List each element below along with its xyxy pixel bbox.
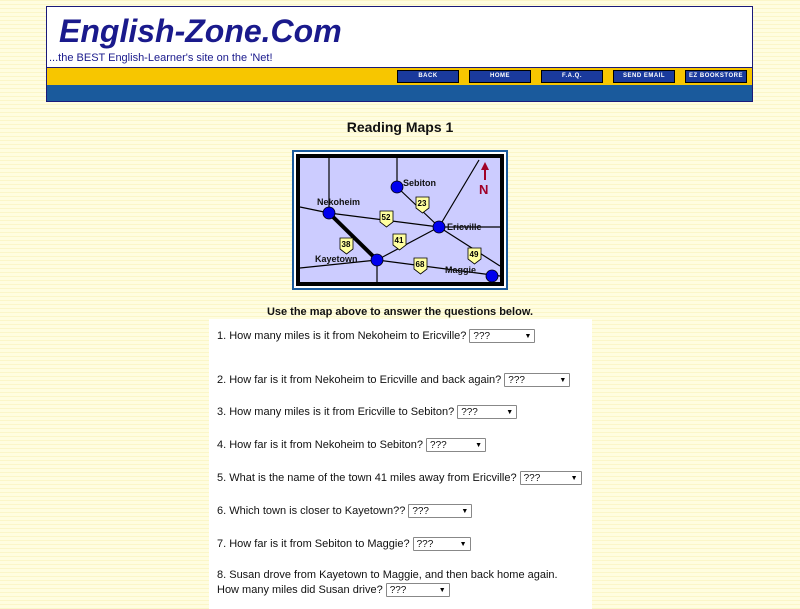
question-text: 7. How far is it from Sebiton to Maggie? [217,538,410,550]
chevron-down-icon: ▼ [459,540,467,548]
town-label-maggie: Maggie [445,265,477,275]
chevron-down-icon: ▼ [570,474,578,482]
chevron-down-icon: ▼ [475,441,483,449]
question-8 [217,569,558,581]
town-dot-sebiton [391,181,403,193]
answer-select-5[interactable]: ??? ▼ [520,471,582,485]
site-header [46,6,753,102]
question-text: 4. How far is it from Nekoheim to Sebiton? [217,439,424,451]
answer-select-4[interactable]: ??? ▼ [426,438,486,452]
answer-select-3[interactable]: ??? ▼ [457,405,517,419]
town-dot-ericville [433,221,445,233]
answer-select-7[interactable]: ??? ▼ [413,537,471,551]
svg-text:52: 52 [381,213,391,222]
question-1 [217,329,535,343]
site-title[interactable]: English-Zone.Com [59,13,342,49]
header-band [47,85,752,101]
question-text: 1. How many miles is it from Nekoheim to Ericville? [217,330,467,342]
ez-bookstore-button[interactable]: EZ BOOKSTORE [685,70,747,83]
answer-select-2[interactable]: ??? ▼ [504,373,570,387]
answer-select-8[interactable]: ??? ▼ [386,583,450,597]
question-5 [217,471,582,485]
question-text: How many miles did Susan drive? [217,584,383,596]
road-map [296,154,504,286]
page-title: Reading Maps 1 [346,119,454,135]
question-text: 8. Susan drove from Kayetown to Maggie, and then back home again. [217,569,558,581]
question-6 [217,504,472,518]
home-button[interactable]: HOME [469,70,531,83]
town-label-nekoheim: Nekoheim [317,197,361,207]
question-2 [217,373,570,387]
site-tagline: ...the BEST English-Learner's site on the 'Net! [49,52,273,64]
chevron-down-icon: ▼ [438,586,446,594]
svg-text:49: 49 [469,250,479,259]
send-email-button[interactable]: SEND EMAIL [613,70,675,83]
answer-select-6[interactable]: ??? ▼ [408,504,472,518]
town-label-kayetown: Kayetown [315,254,358,264]
chevron-down-icon: ▼ [461,507,469,515]
town-dot-kayetown [371,254,383,266]
question-text: 6. Which town is closer to Kayetown?? [217,505,406,517]
question-text: 5. What is the name of the town 41 miles away from Ericville? [217,472,517,484]
town-dot-maggie [486,270,498,282]
question-text: 2. How far is it from Nekoheim to Ericville and back again? [217,374,502,386]
faq-button[interactable]: F.A.Q. [541,70,603,83]
north-label: N [479,182,489,197]
question-3 [217,405,517,419]
svg-text:41: 41 [394,236,404,245]
question-4 [217,438,486,452]
svg-text:38: 38 [341,240,351,249]
quiz-panel [209,319,592,609]
question-text: 3. How many miles is it from Ericville to Sebiton? [217,406,455,418]
svg-text:68: 68 [415,260,425,269]
chevron-down-icon: ▼ [559,376,567,384]
back-button[interactable]: BACK [397,70,459,83]
town-label-ericville: Ericville [447,222,482,232]
map-image [292,150,508,290]
answer-select-1[interactable]: ??? ▼ [469,329,535,343]
nav-bar [47,67,752,86]
svg-text:23: 23 [417,199,427,208]
question-7 [217,537,471,551]
question-8-line-2 [217,583,450,597]
chevron-down-icon: ▼ [506,408,514,416]
instruction-text: Use the map above to answer the questions below. [266,306,534,318]
chevron-down-icon: ▼ [524,332,532,340]
town-dot-nekoheim [323,207,335,219]
town-label-sebiton: Sebiton [403,178,436,188]
